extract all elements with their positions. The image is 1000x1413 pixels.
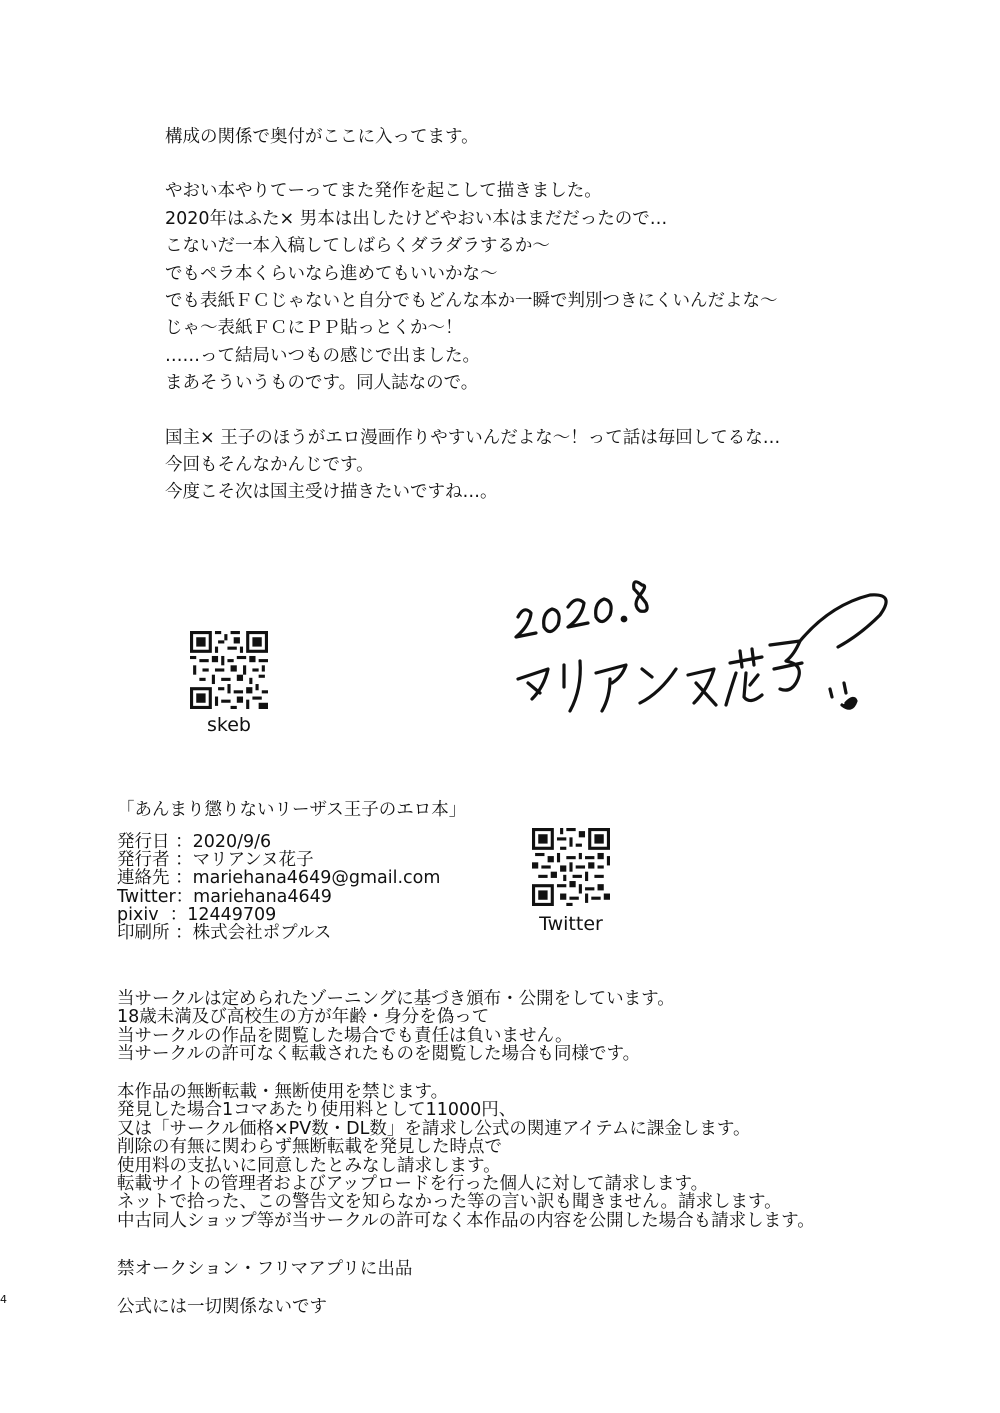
official-notice: 公式には一切関係ないです <box>117 1297 327 1317</box>
afterword-line: でも表紙ＦＣじゃないと自分でもどんな本か一瞬で判別つきにくいんだよな～ <box>165 291 778 312</box>
info-sep: ： <box>175 923 193 944</box>
zoning-notice <box>117 990 675 1064</box>
info-row-date <box>117 833 440 851</box>
afterword-line: ……って結局いつもの感じで出ました。 <box>165 345 480 366</box>
notice-line: 本作品の無断転載・無断使用を禁じます。 <box>117 1082 449 1102</box>
afterword <box>165 124 905 507</box>
skeb-qr-code[interactable] <box>190 631 268 713</box>
notice-line: 当サークルの許可なく転載されたものを閲覧した場合も同様です。 <box>117 1044 641 1065</box>
publication-info <box>117 833 440 942</box>
twitter-label: Twitter <box>539 913 603 935</box>
notice-line: 転載サイトの管理者およびアップロードを行った個人に対して請求します。 <box>117 1174 709 1195</box>
notice-line: 削除の有無に関わらず無断転載を発見した時点で <box>117 1137 502 1158</box>
handwritten-signature <box>500 565 900 740</box>
qr-code-icon <box>190 631 268 709</box>
afterword-line: こないだ一本入稿してしばらくダラダラするか～ <box>165 236 550 257</box>
notice-line: 発見した場合1コマあたり使用料として11000円、 <box>117 1100 517 1121</box>
reprint-notice <box>117 1083 815 1230</box>
notice-line: ネットで拾った、この警告文を知らなかった等の言い訳も聞きません。請求します。 <box>117 1192 782 1213</box>
info-sep: ： <box>169 904 188 925</box>
auction-notice: 禁オークション・フリマアプリに出品 <box>117 1259 413 1279</box>
info-row-contact <box>117 869 440 887</box>
notice-line: 使用料の支払いに同意したとみなし請求します。 <box>117 1155 501 1176</box>
afterword-line: じゃ～表紙ＦＣにＰＰ貼っとくか～！ <box>165 318 463 339</box>
qr-code-icon <box>532 828 610 906</box>
info-sep: ： <box>175 850 193 871</box>
info-sep: ： <box>175 832 193 852</box>
info-value: mariehana4649 <box>193 886 332 907</box>
book-title: 「あんまり懲りないリーザス王子のエロ本」 <box>117 800 467 820</box>
info-row-printer <box>117 924 440 942</box>
notice-line: 18歳未満及び高校生の方が年齢・身分を偽って <box>117 1007 490 1028</box>
info-value: mariehana4649@gmail.com <box>192 868 441 889</box>
notice-line: 当サークルの作品を閲覧した場合でも責任は負いません。 <box>117 1025 573 1046</box>
info-key: Twitter <box>117 886 176 907</box>
afterword-line: でもペラ本くらいなら進めてもいいかな～ <box>165 263 498 284</box>
info-key: 連絡先 <box>117 868 170 889</box>
info-sep: ： <box>175 868 193 889</box>
notice-line: 当サークルは定められたゾーニングに基づき頒布・公開をしています。 <box>117 989 675 1009</box>
afterword-line: 国主× 王子のほうがエロ漫画作りやすいんだよな～！って話は毎回してるな… <box>165 427 781 448</box>
info-key: 発行者 <box>117 850 170 871</box>
info-key: 印刷所 <box>117 923 170 944</box>
info-row-pixiv <box>117 906 440 924</box>
afterword-line: 2020年はふた× 男本は出したけどやおい本はまだだったので… <box>165 208 668 229</box>
info-value: 株式会社ポプルス <box>192 923 332 944</box>
notice-line: 又は「サークル価格×PV数・DL数」を請求し公式の関連アイテムに課金します。 <box>117 1118 751 1139</box>
info-row-publisher <box>117 851 440 869</box>
info-key: pixiv <box>117 904 159 925</box>
skeb-label: skeb <box>207 714 251 736</box>
info-value: 2020/9/6 <box>192 832 272 852</box>
afterword-line: 構成の関係で奥付がここに入ってます。 <box>165 127 479 147</box>
afterword-line: 今度こそ次は国主受け描きたいですね…。 <box>165 482 498 503</box>
afterword-line: やおい本やりてーってまた発作を起こして描きました。 <box>165 181 602 202</box>
info-value: 12449709 <box>187 904 277 925</box>
info-value: マリアンヌ花子 <box>192 850 314 871</box>
page-number: 4 <box>0 1293 7 1306</box>
info-sep: ： <box>175 886 194 907</box>
info-row-twitter <box>117 888 440 906</box>
twitter-qr-code[interactable] <box>532 828 610 910</box>
notice-line: 中古同人ショップ等が当サークルの許可なく本作品の内容を公開した場合も請求します。 <box>117 1210 815 1231</box>
afterword-line: まあそういうものです。同人誌なので。 <box>165 373 479 394</box>
info-key: 発行日 <box>117 832 170 852</box>
afterword-line: 今回もそんなかんじです。 <box>165 455 374 476</box>
